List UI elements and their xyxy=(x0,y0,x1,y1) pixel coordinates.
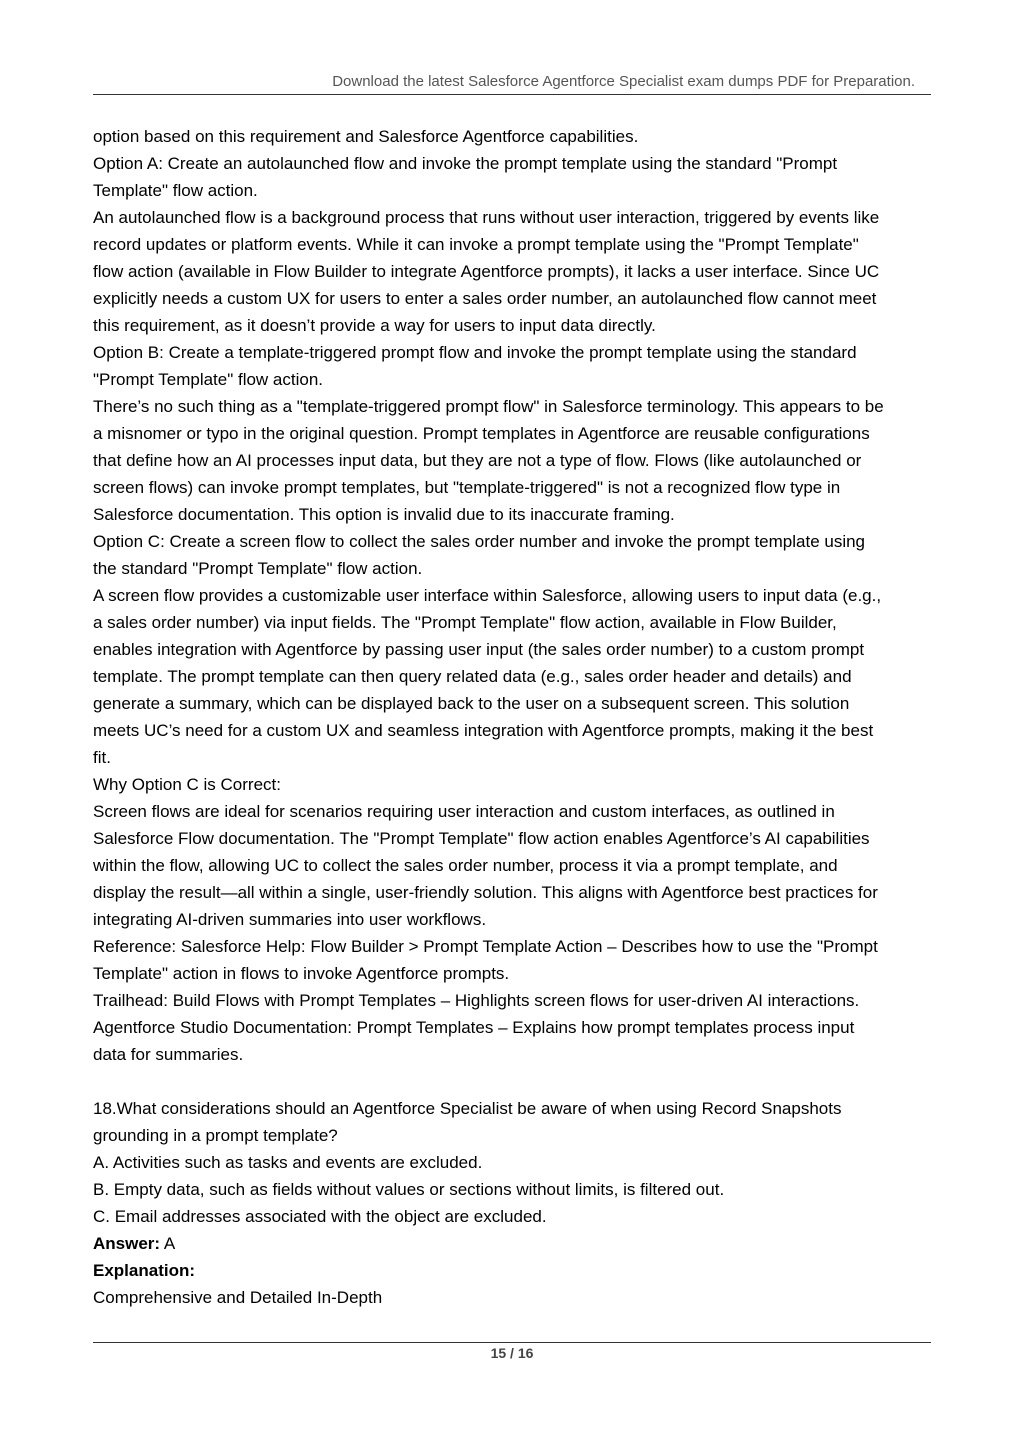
footer-divider xyxy=(93,1342,931,1343)
text-line: Why Option C is Correct: xyxy=(93,775,281,794)
text-line: meets UC’s need for a custom UX and seamless integration with Agentforce prompts, making it the best xyxy=(93,721,874,740)
text-line: explicitly needs a custom UX for users to enter a sales order number, an autolaunched flow cannot meet xyxy=(93,289,877,308)
text-line: Option A: Create an autolaunched flow and invoke the prompt template using the standard "Prompt xyxy=(93,154,838,173)
text-line: Salesforce Flow documentation. The "Prompt Template" flow action enables Agentforce’s AI capabilities xyxy=(93,829,870,848)
text-line: Template" flow action. xyxy=(93,181,258,200)
text-line: flow action (available in Flow Builder to integrate Agentforce prompts), it lacks a user interface. Since UC xyxy=(93,262,880,281)
text-line: Salesforce documentation. This option is invalid due to its inaccurate framing. xyxy=(93,505,675,524)
text-line: Reference: Salesforce Help: Flow Builder > Prompt Template Action – Describes how to use the "Prompt xyxy=(93,937,878,956)
text-line: fit. xyxy=(93,748,111,767)
text-line: integrating AI-driven summaries into user workflows. xyxy=(93,910,487,929)
text-line: that define how an AI processes input data, but they are not a type of flow. Flows (like autolaunched or xyxy=(93,451,862,470)
page-content xyxy=(93,123,935,1311)
text-line: data for summaries. xyxy=(93,1045,244,1064)
text-line: Agentforce Studio Documentation: Prompt Templates – Explains how prompt templates process input xyxy=(93,1018,855,1037)
question-text: 18.What considerations should an Agentforce Specialist be aware of when using Record Snapshots xyxy=(93,1099,842,1118)
answer-value: A xyxy=(160,1234,176,1253)
text-line: Option B: Create a template-triggered prompt flow and invoke the prompt template using the standard xyxy=(93,343,857,362)
text-line: screen flows) can invoke prompt templates, but "template-triggered" is not a recognized flow type in xyxy=(93,478,841,497)
text-line: An autolaunched flow is a background process that runs without user interaction, triggered by events like xyxy=(93,208,880,227)
paragraph-gap xyxy=(93,1068,935,1095)
question-block xyxy=(93,1095,935,1311)
text-line: A screen flow provides a customizable user interface within Salesforce, allowing users to input data (e.g., xyxy=(93,586,882,605)
option-b: B. Empty data, such as fields without values or sections without limits, is filtered out. xyxy=(93,1180,725,1199)
text-line: Trailhead: Build Flows with Prompt Templates – Highlights screen flows for user-driven AI interactions. xyxy=(93,991,860,1010)
text-line: record updates or platform events. While it can invoke a prompt template using the "Prompt Template" xyxy=(93,235,859,254)
header-text: Download the latest Salesforce Agentforce Specialist exam dumps PDF for Preparation. xyxy=(332,73,915,90)
text-line: the standard "Prompt Template" flow action. xyxy=(93,559,423,578)
page-header xyxy=(93,72,931,95)
text-line: There’s no such thing as a "template-triggered prompt flow" in Salesforce terminology. This appears to be xyxy=(93,397,884,416)
text-line: enables integration with Agentforce by passing user input (the sales order number) to a custom prompt xyxy=(93,640,865,659)
text-line: "Prompt Template" flow action. xyxy=(93,370,324,389)
text-line: within the flow, allowing UC to collect the sales order number, process it via a prompt template, and xyxy=(93,856,838,875)
body-text xyxy=(93,123,935,1068)
option-a: A. Activities such as tasks and events are excluded. xyxy=(93,1153,483,1172)
text-line: Option C: Create a screen flow to collect the sales order number and invoke the prompt template using xyxy=(93,532,866,551)
text-line: this requirement, as it doesn’t provide a way for users to input data directly. xyxy=(93,316,656,335)
text-line: template. The prompt template can then query related data (e.g., sales order header and details) and xyxy=(93,667,852,686)
text-line: Template" action in flows to invoke Agentforce prompts. xyxy=(93,964,510,983)
explanation-label: Explanation: xyxy=(93,1261,196,1280)
text-line: option based on this requirement and Salesforce Agentforce capabilities. xyxy=(93,127,639,146)
option-c: C. Email addresses associated with the object are excluded. xyxy=(93,1207,547,1226)
text-line: display the result—all within a single, user-friendly solution. This aligns with Agentforce best practices for xyxy=(93,883,878,902)
answer-label: Answer: xyxy=(93,1234,161,1253)
text-line: a misnomer or typo in the original question. Prompt templates in Agentforce are reusable configurations xyxy=(93,424,870,443)
text-line: Screen flows are ideal for scenarios requiring user interaction and custom interfaces, as outlined in xyxy=(93,802,835,821)
answer-line xyxy=(93,1230,935,1257)
text-line: generate a summary, which can be displayed back to the user on a subsequent screen. This solution xyxy=(93,694,850,713)
text-line: a sales order number) via input fields. The "Prompt Template" flow action, available in Flow Builder, xyxy=(93,613,837,632)
explanation-text: Comprehensive and Detailed In-Depth xyxy=(93,1288,383,1307)
question-text: grounding in a prompt template? xyxy=(93,1126,338,1145)
page-number: 15 / 16 xyxy=(490,1345,534,1361)
